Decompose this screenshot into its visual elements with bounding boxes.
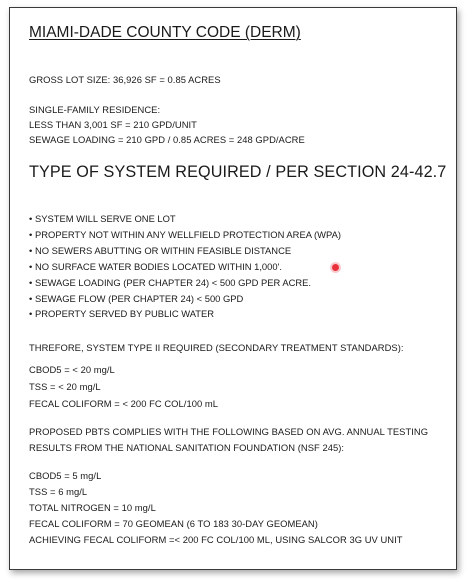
gross-lot-size: GROSS LOT SIZE: 36,926 SF = 0.85 ACRES	[29, 74, 221, 85]
list-item: • SEWAGE FLOW (PER CHAPTER 24) < 500 GPD	[29, 291, 341, 307]
list-item: • NO SURFACE WATER BODIES LOCATED WITHIN 1,000'.	[29, 259, 341, 275]
list-item: • NO SEWERS ABUTTING OR WITHIN FEASIBLE DISTANCE	[29, 243, 341, 259]
list-item: • SYSTEM WILL SERVE ONE LOT	[29, 211, 341, 227]
pbts-achieving: ACHIEVING FECAL COLIFORM =< 200 FC COL/100 ML, USING SALCOR 3G UV UNIT	[29, 534, 403, 545]
list-item: • SEWAGE LOADING (PER CHAPTER 24) < 500 GPD PER ACRE.	[29, 275, 341, 291]
pbts-statement-line2: RESULTS FROM THE NATIONAL SANITATION FOUNDATION (NSF 245):	[29, 442, 345, 453]
residence-label: SINGLE-FAMILY RESIDENCE:	[29, 104, 161, 115]
page-title: MIAMI-DADE COUNTY CODE (DERM)	[29, 24, 301, 41]
list-item: • PROPERTY NOT WITHIN ANY WELLFIELD PROTECTION AREA (WPA)	[29, 227, 341, 243]
criteria-list	[29, 211, 341, 322]
list-item: • PROPERTY SERVED BY PUBLIC WATER	[29, 306, 341, 322]
requirement-tss: TSS = < 20 mg/L	[29, 381, 101, 392]
requirement-statement: THREFORE, SYSTEM TYPE II REQUIRED (SECONDARY TREATMENT STANDARDS):	[29, 342, 404, 353]
pbts-cbod5: CBOD5 = 5 mg/L	[29, 470, 102, 481]
pbts-statement-line1: PROPOSED PBTS COMPLIES WITH THE FOLLOWING BASED ON AVG. ANNUAL TESTING	[29, 426, 429, 437]
residence-rate: LESS THAN 3,001 SF = 210 GPD/UNIT	[29, 119, 197, 130]
document-page	[9, 7, 457, 570]
cursor-pointer-icon	[332, 264, 339, 271]
pbts-fecal-coliform: FECAL COLIFORM = 70 GEOMEAN (6 TO 183 30-DAY GEOMEAN)	[29, 518, 318, 529]
requirement-fecal-coliform: FECAL COLIFORM = < 200 FC COL/100 mL	[29, 398, 219, 409]
residence-sewage-loading: SEWAGE LOADING = 210 GPD / 0.85 ACRES = 248 GPD/ACRE	[29, 134, 305, 145]
pbts-tss: TSS = 6 mg/L	[29, 486, 88, 497]
section-heading: TYPE OF SYSTEM REQUIRED / PER SECTION 24-42.7	[29, 163, 447, 181]
requirement-cbod5: CBOD5 = < 20 mg/L	[29, 364, 115, 375]
pbts-total-nitrogen: TOTAL NITROGEN = 10 mg/L	[29, 502, 156, 513]
